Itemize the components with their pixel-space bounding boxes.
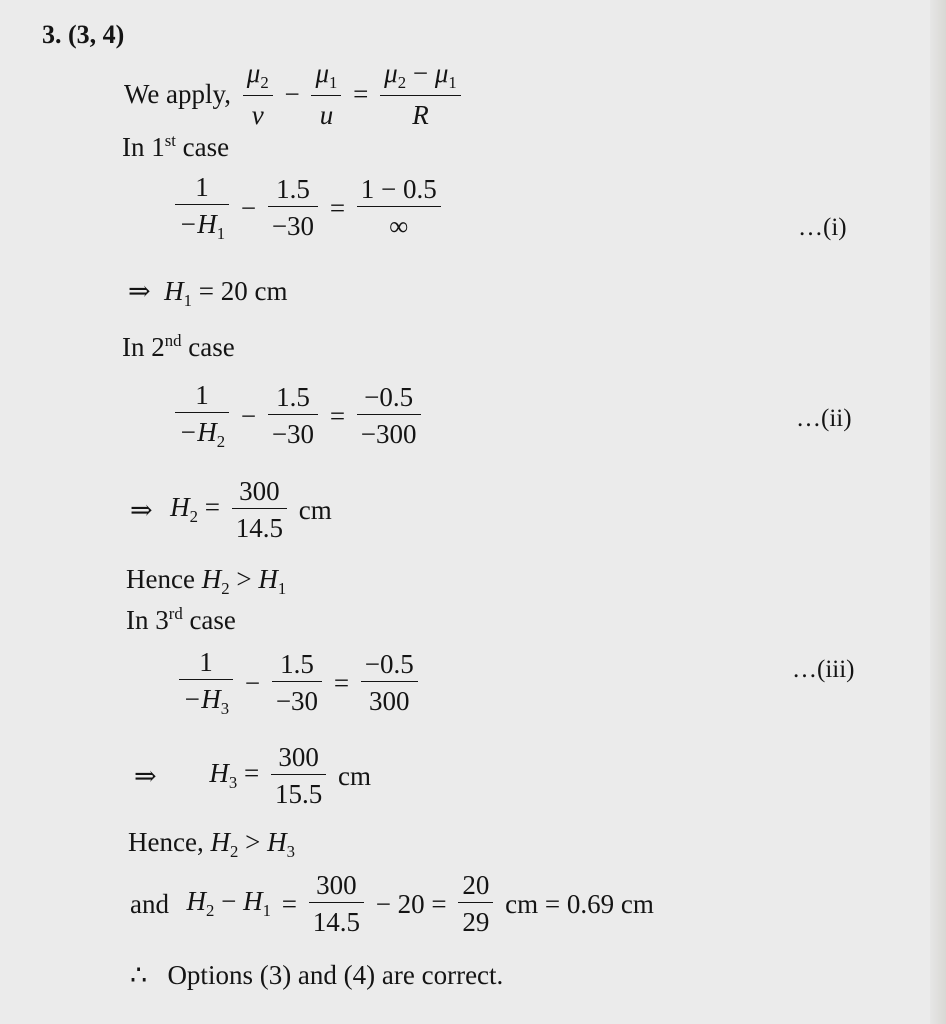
question-number: 3. (3, 4) <box>42 20 125 49</box>
case3-result-fraction: $\frac{300}{15.5}$ <box>271 744 326 808</box>
equation-tag-i: …(i) <box>798 214 847 241</box>
case3-equation: $\frac{1}{-H_3}$ − $\frac{1.5}{-30}$ = $\frac{-0.5}{300}$ <box>176 649 421 718</box>
hence-h2-greater-h3: Hence, $H_2 > H_3$ <box>128 827 295 861</box>
case1-equation: $\frac{1}{-H_1}$ − $\frac{1.5}{-30}$ = $\frac{1 - 0.5}{\infty}$ <box>172 174 444 243</box>
case3-result: ⇒ $H_3$ = $\frac{300}{15.5}$ cm <box>134 742 371 809</box>
case1-result: ⇒ $H_1 = 20$ cm <box>128 276 288 310</box>
difference-fraction-2: $\frac{20}{29}$ <box>458 872 493 936</box>
case3-fraction-3: $\frac{-0.5}{300}$ <box>361 651 418 715</box>
equation-tag-ii: …(ii) <box>796 405 852 432</box>
case2-fraction-1: $\frac{1}{-H_2}$ <box>175 382 229 451</box>
case2-result-fraction: $\frac{300}{14.5}$ <box>232 478 287 542</box>
implies-symbol: ⇒ <box>128 276 151 306</box>
fraction-mu1-over-u: $\frac{\mu_1}{u}$ <box>311 60 341 129</box>
case3-fraction-1: $\frac{1}{-H_3}$ <box>179 649 233 718</box>
case3-fraction-2: $\frac{1.5}{-30}$ <box>272 651 322 715</box>
case1-fraction-2: $\frac{1.5}{-30}$ <box>268 176 318 240</box>
case2-result: ⇒ $H_2$ = $\frac{300}{14.5}$ cm <box>130 476 332 543</box>
implies-symbol: ⇒ <box>134 760 157 791</box>
case2-heading: In 2nd case <box>122 331 235 363</box>
apply-label: We apply, <box>124 78 232 109</box>
case1-fraction-1: $\frac{1}{-H_1}$ <box>175 174 229 243</box>
case2-fraction-2: $\frac{1.5}{-30}$ <box>268 384 318 448</box>
difference-fraction-1: $\frac{300}{14.5}$ <box>309 872 364 936</box>
case1-fraction-3: $\frac{1 - 0.5}{\infty}$ <box>357 176 441 240</box>
case2-equation: $\frac{1}{-H_2}$ − $\frac{1.5}{-30}$ = $\frac{-0.5}{-300}$ <box>172 382 424 451</box>
general-equation: We apply, $\frac{\mu_2}{v}$ − $\frac{\mu_1}{u}$ = $\frac{\mu_2 - \mu_1}{R}$ <box>122 60 464 129</box>
therefore-symbol: ∴ <box>130 960 148 990</box>
fraction-mu2-over-v: $\frac{\mu_2}{v}$ <box>243 60 273 129</box>
hence-h2-greater-h1: Hence $H_2 > H_1$ <box>126 564 287 598</box>
fraction-mu-diff-over-r: $\frac{\mu_2 - \mu_1}{R}$ <box>380 60 461 129</box>
case1-heading: In 1st case <box>122 131 230 163</box>
conclusion: ∴ Options (3) and (4) are correct. <box>130 960 504 990</box>
page-edge <box>930 0 946 1024</box>
equation-tag-iii: …(iii) <box>792 656 855 683</box>
case3-heading: In 3rd case <box>126 604 236 636</box>
implies-symbol: ⇒ <box>130 494 153 525</box>
difference-equation: and $H_2 - H_1$ = $\frac{300}{14.5}$ − 20 = $\frac{20}{29}$ cm = 0.69 cm <box>130 870 654 937</box>
case2-fraction-3: $\frac{-0.5}{-300}$ <box>357 384 421 448</box>
